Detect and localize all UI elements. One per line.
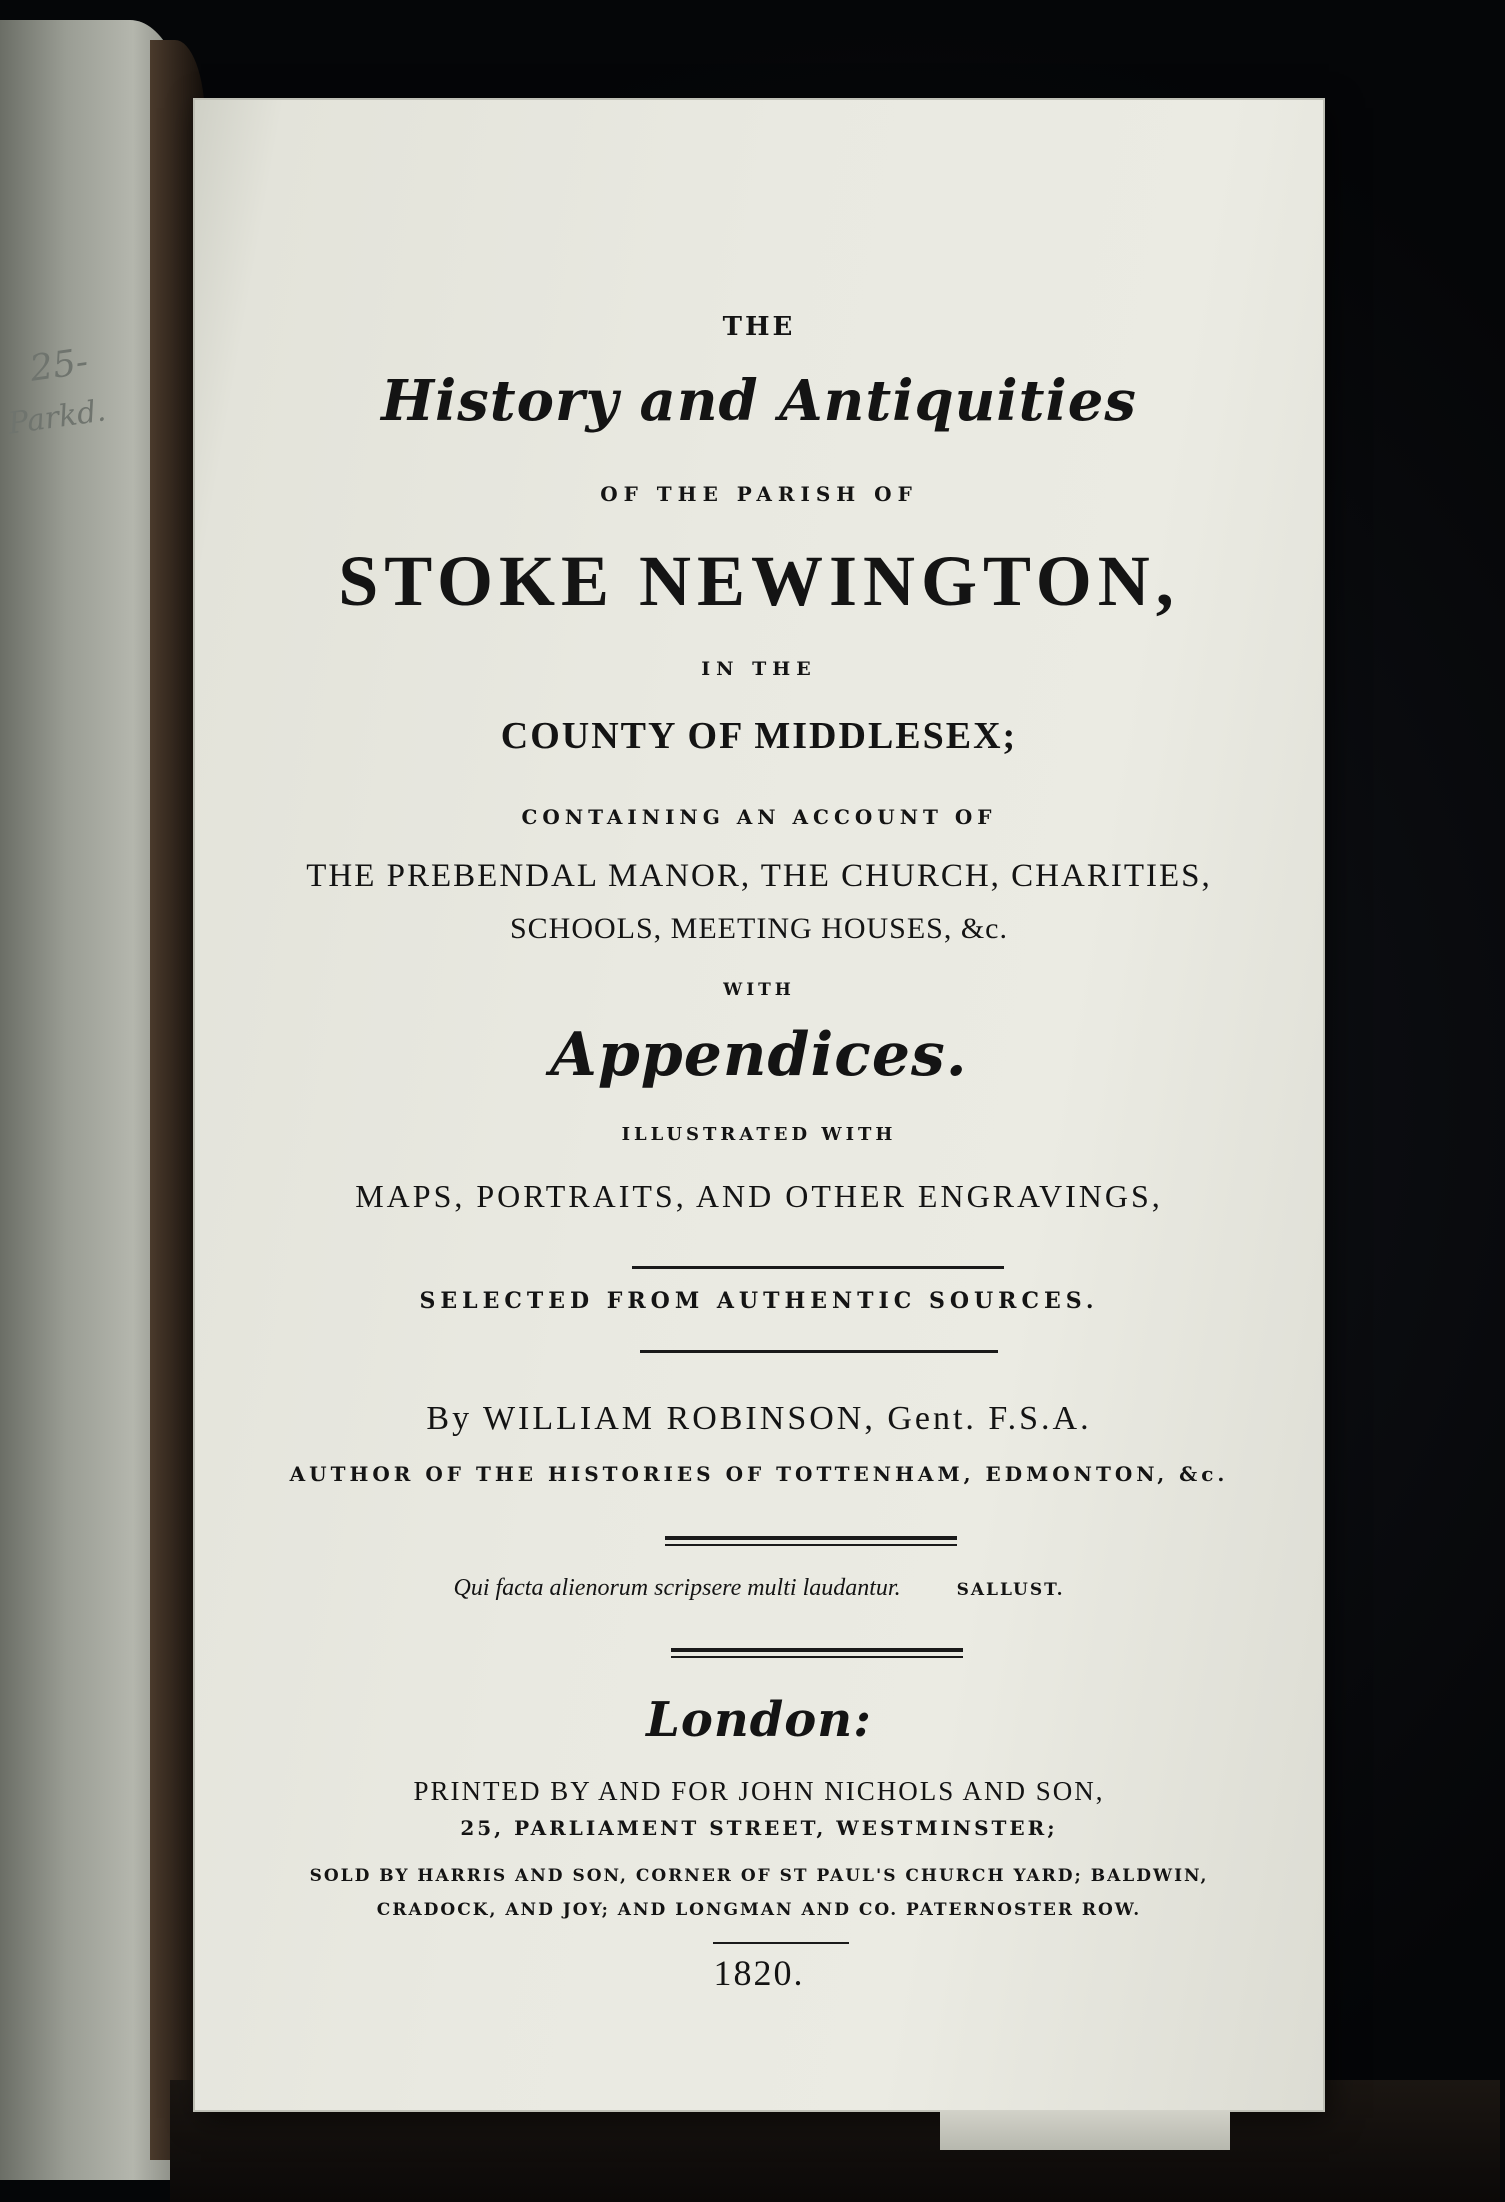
epigraph-quote: Qui facta alienorum scripsere multi laudantur. [453, 1575, 901, 1601]
main-title: History and Antiquities [381, 368, 1137, 434]
contents-line-2: SCHOOLS, MEETING HOUSES, &c. [509, 912, 1008, 945]
double-rule [671, 1648, 963, 1658]
printer-line-2: 25, PARLIAMENT STREET, WESTMINSTER; [460, 1816, 1058, 1840]
pencil-note-dealer: Parkd. [6, 393, 108, 442]
sellers-line-1: SOLD BY HARRIS AND SON, CORNER OF ST PAUL'S CHURCH YARD; BALDWIN, [309, 1866, 1209, 1886]
title-article: THE [722, 312, 796, 342]
sellers-line-2: CRADOCK, AND JOY; AND LONGMAN AND CO. PATERNOSTER ROW. [376, 1900, 1142, 1920]
short-rule [713, 1942, 849, 1944]
in-the: IN THE [701, 658, 817, 680]
divider-rule [632, 1266, 1004, 1269]
page-edge-tab [940, 2110, 1230, 2150]
divider-rule [640, 1350, 998, 1353]
pencil-note-price: 25- [27, 341, 91, 390]
containing-line: CONTAINING AN ACCOUNT OF [521, 805, 997, 829]
with-line: WITH [723, 980, 795, 1000]
contents-line-1: THE PREBENDAL MANOR, THE CHURCH, CHARITIES, [306, 858, 1212, 894]
parish-name: STOKE NEWINGTON, [338, 541, 1180, 621]
appendices-heading: Appendices. [550, 1020, 968, 1090]
sources-line: SELECTED FROM AUTHENTIC SOURCES. [419, 1288, 1099, 1314]
illustrations-list: MAPS, PORTRAITS, AND OTHER ENGRAVINGS, [355, 1178, 1163, 1214]
printer-line-1: PRINTED BY AND FOR JOHN NICHOLS AND SON, [413, 1776, 1105, 1806]
imprint-city: London: [646, 1692, 872, 1748]
author-line: By WILLIAM ROBINSON, Gent. F.S.A. [426, 1400, 1092, 1437]
author-credits: AUTHOR OF THE HISTORIES OF TOTTENHAM, EDMONTON, &c. [289, 1462, 1229, 1486]
parish-intro: OF THE PARISH OF [600, 482, 918, 506]
epigraph-source: SALLUST. [956, 1580, 1065, 1600]
epigraph-block [195, 1575, 1323, 1602]
county-name: COUNTY OF MIDDLESEX; [500, 715, 1018, 757]
double-rule [665, 1536, 957, 1546]
illustrated-line: ILLUSTRATED WITH [621, 1124, 897, 1145]
publication-year: 1820. [713, 1953, 805, 1993]
title-page [195, 100, 1323, 2110]
